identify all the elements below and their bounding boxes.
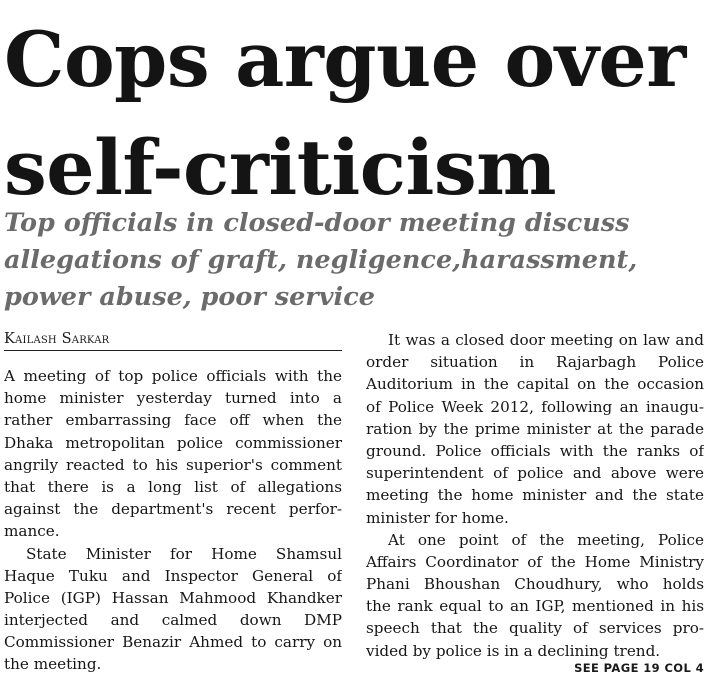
body-line: vided by police is in a declining trend. [366,641,661,660]
body-line: Commissioner Benazir Ahmed to carry on [4,633,342,652]
subheadline-line-1: Top officials in closed-door meeting discuss [4,208,630,238]
subheadline-line-2: allegations of graft, negligence,harassment, [4,245,638,275]
body-line: Phani Bhoushan Choudhury, who holds [366,575,704,594]
body-line: Haque Tuku and Inspector General of [4,566,342,585]
body-line: ground. Police officials with the ranks of [366,441,704,460]
byline-author: Kailash Sarkar [4,331,110,347]
headline [4,6,704,222]
body-line: ration by the prime minister at the parade [366,419,704,438]
subheadline [4,205,706,316]
body-line: Dhaka metropolitan police commissioner [4,433,342,452]
body-line: order situation in Rajarbagh Police [366,353,704,372]
body-line: superintendent of police and above were [366,464,704,483]
body-line: minister for home. [366,508,509,527]
body-line: Police (IGP) Hassan Mahmood Khandker [4,588,342,607]
body-line: meeting the home minister and the state [366,486,704,505]
body-line: against the department's recent perfor- [4,500,342,519]
body-line: that there is a long list of allegations [4,477,342,496]
body-line: angrily reacted to his superior's comment [4,455,342,474]
body-line: interjected and calmed down DMP [4,611,342,630]
body-line: speech that the quality of services pro- [366,619,704,638]
body-line: A meeting of top police officials with the [4,367,342,385]
body-line: At one point of the meeting, Police [388,530,704,549]
body-line: the meeting. [4,655,102,674]
body-line: Auditorium in the capital on the occasion [366,375,704,394]
body-line: the rank equal to an IGP, mentioned in his [366,597,704,616]
body-line: It was a closed door meeting on law and [388,331,704,349]
byline [4,331,342,351]
article-column-left [4,365,342,676]
body-line: rather embarrassing face off when the [4,411,342,430]
body-line: Affairs Coordinator of the Home Ministry [366,552,704,571]
continued-on-page-label: SEE PAGE 19 COL 4 [574,661,704,675]
article-column-right [366,329,704,662]
body-line: State Minister for Home Shamsul [26,544,342,563]
body-line: of Police Week 2012, following an inaugu- [366,397,704,416]
headline-line-2: self-criticism [4,123,557,212]
headline-line-1: Cops argue over [4,15,686,104]
body-line: home minister yesterday turned into a [4,389,342,408]
subheadline-line-3: power abuse, poor service [4,282,375,312]
body-line: mance. [4,522,60,541]
